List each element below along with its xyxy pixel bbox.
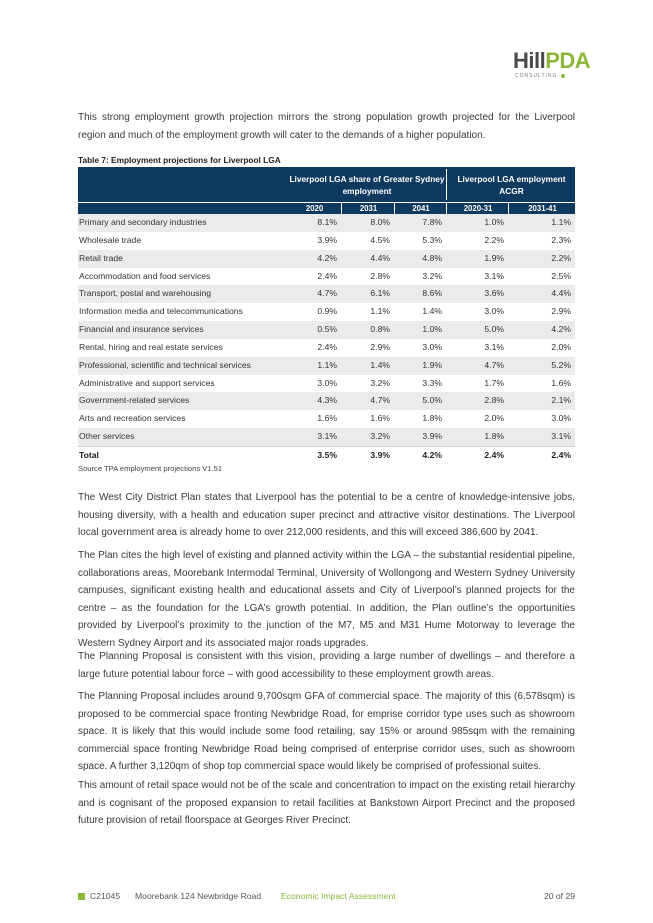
row-label: Government-related services bbox=[79, 395, 190, 406]
table-row bbox=[78, 428, 575, 446]
cell-value: 1.7% bbox=[484, 377, 504, 388]
cell-value: 6.1% bbox=[370, 288, 390, 299]
cell-value: 4.2% bbox=[317, 252, 337, 263]
logo-tagline: CONSULTING bbox=[515, 73, 558, 79]
table-total-row bbox=[78, 446, 575, 465]
cell-value: 3.0% bbox=[422, 341, 442, 352]
table-row bbox=[78, 410, 575, 428]
logo-dot-icon bbox=[561, 74, 565, 78]
cell-value: 2.4% bbox=[484, 449, 504, 460]
cell-value: 3.9% bbox=[422, 431, 442, 442]
cell-value: 3.3% bbox=[422, 377, 442, 388]
header-group-acgr: Liverpool LGA employment ACGR bbox=[457, 174, 566, 196]
cell-value: 4.2% bbox=[551, 324, 571, 335]
body-paragraph: This amount of retail space would not be of the scale and concentration to impact on the existing retail hierarchy and is cognisant of the proposed expansion to retail facilities at Bankstown Airport Precinct and the proposed future provision of retail floorspace at Georges River Precinct. bbox=[78, 780, 575, 827]
cell-value: 3.5% bbox=[317, 449, 337, 460]
table-row bbox=[78, 375, 575, 393]
cell-value: 3.0% bbox=[317, 377, 337, 388]
row-label: Financial and insurance services bbox=[79, 324, 204, 335]
body-paragraph: The Plan cites the high level of existing and planned activity within the LGA – the substantial residential pipeline, collaborations areas, Moorebank Intermodal Terminal, University of Wollongong and Western Sydney University campuses, significant existing health and educational assets and City of Liverpool’s planned projects for the centre – as the foundation for the LGA’s growth potential. In addition, the Plan outline’s the opportunities provided by Liverpool’s proximity to the junction of the M7, M5 and M31 Hume Motorway to leverage the Western Sydney Airport and its associated major roads upgrades. bbox=[78, 550, 575, 649]
cell-value: 5.2% bbox=[551, 359, 571, 370]
body-paragraph: The Planning Proposal is consistent with this vision, providing a large number of dwellings – and therefore a large future potential labour force – with good accessibility to these employment growth areas. bbox=[78, 651, 575, 680]
cell-value: 0.8% bbox=[370, 324, 390, 335]
body-paragraph: The Planning Proposal includes around 9,700sqm GFA of commercial space. The majority of this (6,578sqm) is proposed to be commercial space fronting Newbridge Road, for emprise corridor type uses such as showroom space. It is likely that this would include some food retailing, say 15% or around 985sqm with the remaining commercial space fronting Newbridge Road being comprised of enterprise corridor uses, such as showroom space. A further 3,120qm of shop top commercial space would likely be comprised of professional suites. bbox=[78, 691, 575, 773]
cell-value: 1.6% bbox=[317, 413, 337, 424]
cell-value: 8.1% bbox=[317, 217, 337, 227]
cell-value: 0.9% bbox=[317, 306, 337, 317]
row-label: Information media and telecommunications bbox=[79, 306, 243, 317]
cell-value: 8.0% bbox=[370, 217, 390, 227]
cell-value: 2.1% bbox=[551, 395, 571, 406]
cell-value: 2.4% bbox=[317, 270, 337, 281]
cell-value: 4.2% bbox=[422, 449, 442, 460]
row-label: Rental, hiring and real estate services bbox=[79, 341, 223, 352]
row-label: Administrative and support services bbox=[79, 377, 215, 388]
company-logo bbox=[513, 48, 609, 84]
cell-value: 0.5% bbox=[317, 324, 337, 335]
table-row bbox=[78, 357, 575, 375]
footer-square-icon bbox=[78, 893, 85, 900]
cell-value: 2.2% bbox=[551, 252, 571, 263]
cell-value: 5.0% bbox=[422, 395, 442, 406]
col-header: 2031 bbox=[341, 203, 395, 215]
cell-value: 1.8% bbox=[484, 431, 504, 442]
cell-value: 3.1% bbox=[551, 431, 571, 442]
table-row bbox=[78, 339, 575, 357]
table-row bbox=[78, 321, 575, 339]
footer-report-title: Economic Impact Assessment bbox=[281, 891, 396, 901]
cell-value: 7.8% bbox=[422, 217, 442, 227]
header-divider bbox=[446, 169, 447, 200]
row-label: Other services bbox=[79, 431, 135, 442]
table-row bbox=[78, 285, 575, 303]
cell-value: 2.4% bbox=[551, 449, 571, 460]
cell-value: 3.9% bbox=[317, 234, 337, 245]
cell-value: 2.9% bbox=[370, 341, 390, 352]
cell-value: 1.9% bbox=[422, 359, 442, 370]
row-label: Retail trade bbox=[79, 252, 123, 263]
row-label: Accommodation and food services bbox=[79, 270, 211, 281]
logo-wordmark: HillPDA bbox=[513, 48, 591, 73]
cell-value: 1.0% bbox=[422, 324, 442, 335]
table-title: Table 7: Employment projections for Liverpool LGA bbox=[78, 155, 281, 165]
cell-value: 3.0% bbox=[484, 306, 504, 317]
cell-value: 5.0% bbox=[484, 324, 504, 335]
cell-value: 2.5% bbox=[551, 270, 571, 281]
table-row bbox=[78, 303, 575, 321]
cell-value: 2.9% bbox=[551, 306, 571, 317]
page-footer bbox=[78, 891, 575, 903]
cell-value: 1.1% bbox=[551, 217, 571, 227]
cell-value: 4.7% bbox=[370, 395, 390, 406]
row-label: Professional, scientific and technical services bbox=[79, 359, 251, 370]
cell-value: 4.3% bbox=[317, 395, 337, 406]
cell-value: 1.4% bbox=[422, 306, 442, 317]
cell-value: 3.9% bbox=[370, 449, 390, 460]
col-header: 2020-31 bbox=[446, 203, 509, 215]
table-body bbox=[78, 214, 575, 465]
cell-value: 4.7% bbox=[484, 359, 504, 370]
cell-value: 1.0% bbox=[484, 217, 504, 227]
cell-value: 3.2% bbox=[370, 377, 390, 388]
cell-value: 4.5% bbox=[370, 234, 390, 245]
row-label: Total bbox=[79, 449, 99, 460]
cell-value: 1.8% bbox=[422, 413, 442, 424]
col-header: 2031-41 bbox=[508, 203, 576, 215]
intro-paragraph: This strong employment growth projection mirrors the strong population growth projected for the Liverpool region and much of the employment growth will cater to the demands of a higher population. bbox=[78, 112, 575, 141]
footer-project-code: C21045 bbox=[90, 891, 121, 901]
cell-value: 3.1% bbox=[484, 341, 504, 352]
cell-value: 3.2% bbox=[370, 431, 390, 442]
table-row bbox=[78, 268, 575, 286]
cell-value: 2.0% bbox=[484, 413, 504, 424]
table-header bbox=[78, 167, 575, 202]
row-label: Wholesale trade bbox=[79, 234, 142, 245]
cell-value: 2.8% bbox=[370, 270, 390, 281]
cell-value: 1.1% bbox=[370, 306, 390, 317]
cell-value: 1.6% bbox=[551, 377, 571, 388]
row-label: Arts and recreation services bbox=[79, 413, 186, 424]
row-label: Transport, postal and warehousing bbox=[79, 288, 212, 299]
cell-value: 1.1% bbox=[317, 359, 337, 370]
col-header: 2020 bbox=[305, 204, 324, 213]
cell-value: 2.4% bbox=[317, 341, 337, 352]
cell-value: 4.4% bbox=[551, 288, 571, 299]
cell-value: 5.3% bbox=[422, 234, 442, 245]
cell-value: 1.6% bbox=[370, 413, 390, 424]
cell-value: 2.3% bbox=[551, 234, 571, 245]
header-group-share: Liverpool LGA share of Greater Sydney employment bbox=[289, 174, 445, 196]
row-label: Primary and secondary industries bbox=[79, 217, 207, 227]
cell-value: 2.8% bbox=[484, 395, 504, 406]
cell-value: 3.0% bbox=[551, 413, 571, 424]
cell-value: 2.0% bbox=[551, 341, 571, 352]
body-paragraph: The West City District Plan states that Liverpool has the potential to be a centre of knowledge-intensive jobs, housing diversity, with a health and education super precinct and attractive visitor destinations. The Liverpool local government area is already home to over 212,000 residents, and this will exceed 386,600 by 2041. bbox=[78, 492, 575, 539]
table-row bbox=[78, 250, 575, 268]
cell-value: 1.4% bbox=[370, 359, 390, 370]
table-row bbox=[78, 392, 575, 410]
cell-value: 8.6% bbox=[422, 288, 442, 299]
table-row bbox=[78, 214, 575, 232]
cell-value: 3.6% bbox=[484, 288, 504, 299]
cell-value: 4.8% bbox=[422, 252, 442, 263]
cell-value: 1.9% bbox=[484, 252, 504, 263]
footer-location: Moorebank 124 Newbridge Road bbox=[135, 891, 262, 901]
cell-value: 3.2% bbox=[422, 270, 442, 281]
cell-value: 4.4% bbox=[370, 252, 390, 263]
table-source-note: Source TPA employment projections V1.51 bbox=[78, 464, 223, 473]
cell-value: 4.7% bbox=[317, 288, 337, 299]
col-header: 2041 bbox=[394, 203, 447, 215]
footer-page-number: 20 of 29 bbox=[543, 891, 575, 901]
cell-value: 3.1% bbox=[484, 270, 504, 281]
table-row bbox=[78, 232, 575, 250]
cell-value: 3.1% bbox=[317, 431, 337, 442]
cell-value: 2.2% bbox=[484, 234, 504, 245]
